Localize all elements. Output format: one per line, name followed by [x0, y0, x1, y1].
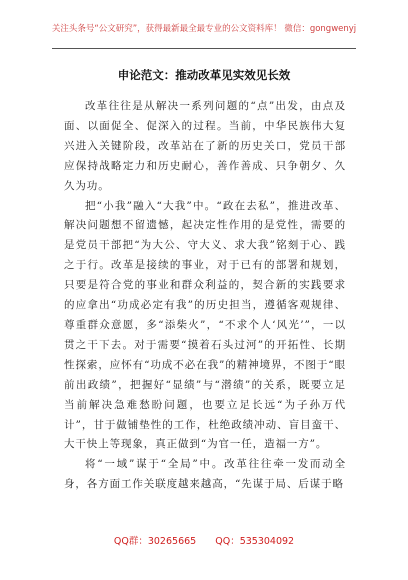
- footer-qq: QQ：535304092: [215, 536, 295, 547]
- document-body: [64, 97, 346, 495]
- paragraph: 将“一域”谋于“全局”中。改革往往牵一发而动全身，各方面工作关联度越来越高，“先谋于局、后谋于略: [64, 458, 346, 491]
- footer-contact: [0, 533, 408, 547]
- header-banner: 关注头条号“公文研究”，获得最新最全最专业的公文资料库！ 微信：gongwenyj: [51, 24, 357, 34]
- document-title: 申论范文：推动改革见实效见长效: [117, 68, 291, 82]
- footer-qq-group: QQ群：30265665: [113, 536, 197, 547]
- header-divider: [52, 48, 356, 49]
- paragraph: 把“小我”融入“大我”中。“政在去私”，推进改革、解决问题想不留遗憾，起决定性作用的是党性，需要的是党员干部把“为大公、守大义、求大我”铭刻于心、践之于行。改革是接续的事业，对于已有的部署和规划，只要是符合党的事业和群众利益的，契合新的实践要求的应拿出“功成必定有我”的历史担当，遵循客观规律、尊重群众意愿，多“添柴火”，“不求个人‘风光’”，一以贯之干下去。对于需要“摸着石头过河”的开拓性、长期性探索，应怀有“功成不必在我”的精神境界，不图于“眼前出政绩”，把握好“显绩”与“潜绩”的关系，既要立足当前解决急难愁盼问题，也要立足长远“为子孙万代计”，甘于做铺垫性的工作，杜绝政绩冲动、盲目蛮干、大干快上等现象，真正做到“为官一任，造福一方”。: [64, 199, 346, 451]
- paragraph: 改革往往是从解决一系列问题的“点”出发，由点及面、以面促全、促深入的过程。当前，中华民族伟大复兴进入关键阶段，改革站在了新的历史关口，党员干部应保持战略定力和历史耐心，善作善成、只争朝夕、久久为功。: [64, 100, 346, 192]
